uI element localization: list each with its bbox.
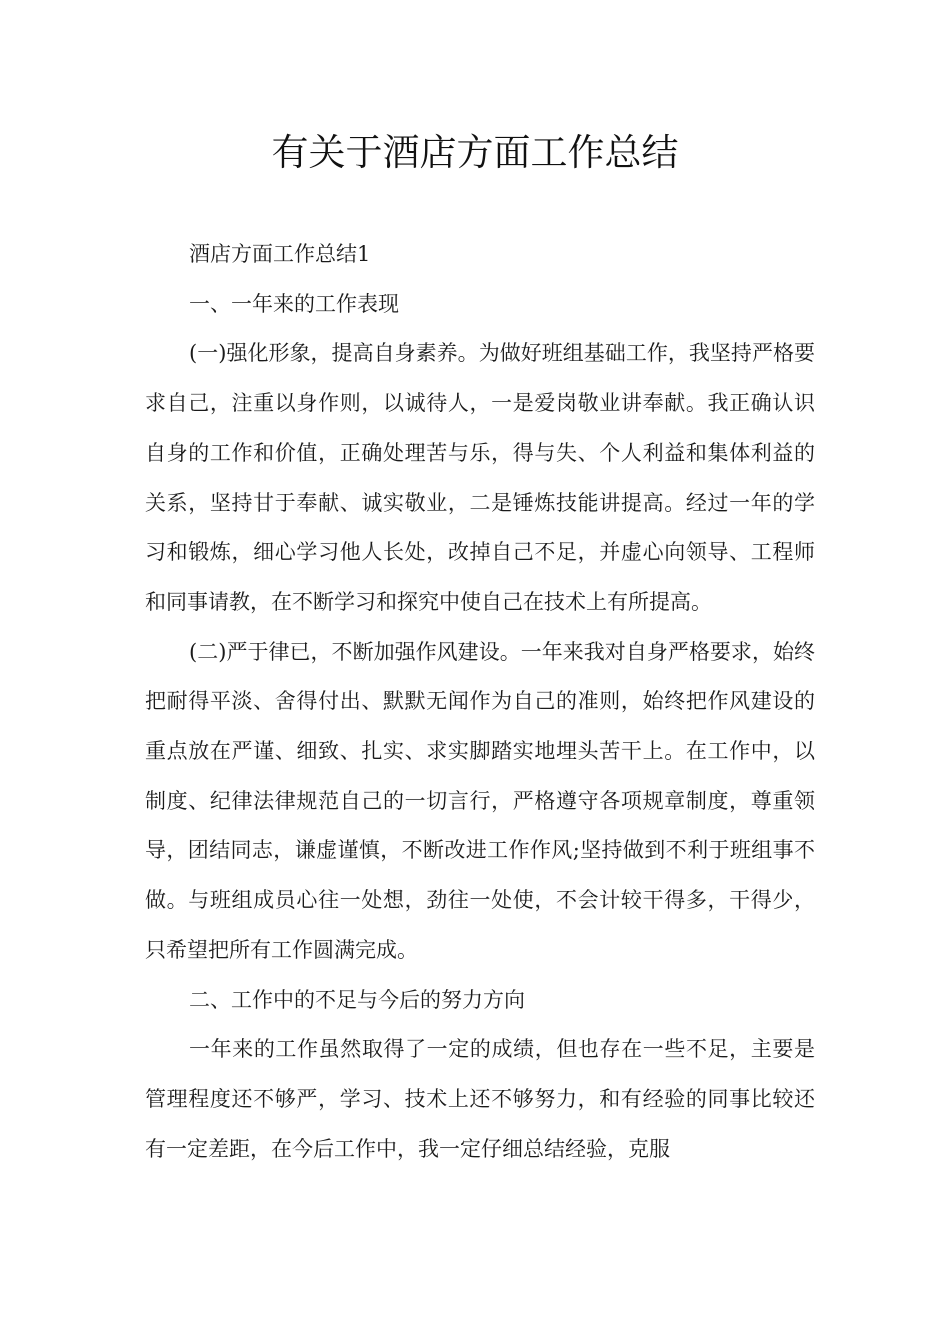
section-heading-shortcomings: 二、工作中的不足与今后的努力方向	[189, 987, 525, 1012]
section-heading-work-performance: 一、一年来的工作表现	[189, 291, 399, 316]
document-title: 有关于酒店方面工作总结	[271, 131, 679, 174]
paragraph-image-quality: (一)强化形象，提高自身素养。为做好班组基础工作，我坚持严格要求自己，注重以身作则，以诚待人，一是爱岗敬业讲奉献。我正确认识自身的工作和价值，正确处理苦与乐，得与失、个人利益和集体利益的关系，坚持甘于奉献、诚实敬业，二是锤炼技能讲提高。经过一年的学习和锻炼，细心学习他人长处，改掉自己不足，并虚心向领导、工程师和同事请教，在不断学习和探究中使自己在技术上有所提高。	[145, 341, 815, 614]
paragraph-shortcomings: 一年来的工作虽然取得了一定的成绩，但也存在一些不足，主要是管理程度还不够严，学习、技术上还不够努力，和有经验的同事比较还有一定差距，在今后工作中，我一定仔细总结经验，克服	[145, 1037, 815, 1161]
document-body	[145, 230, 815, 1174]
section-heading-summary-1: 酒店方面工作总结1	[189, 242, 371, 266]
paragraph-self-discipline: (二)严于律已，不断加强作风建设。一年来我对自身严格要求，始终把耐得平淡、舍得付出、默默无闻作为自己的准则，始终把作风建设的重点放在严谨、细致、扎实、求实脚踏实地埋头苦干上。在工作中，以制度、纪律法律规范自己的一切言行，严格遵守各项规章制度，尊重领导，团结同志，谦虚谨慎，不断改进工作作风;坚持做到不利于班组事不做。与班组成员心往一处想，劲往一处使，不会计较干得多，干得少，只希望把所有工作圆满完成。	[145, 639, 815, 962]
